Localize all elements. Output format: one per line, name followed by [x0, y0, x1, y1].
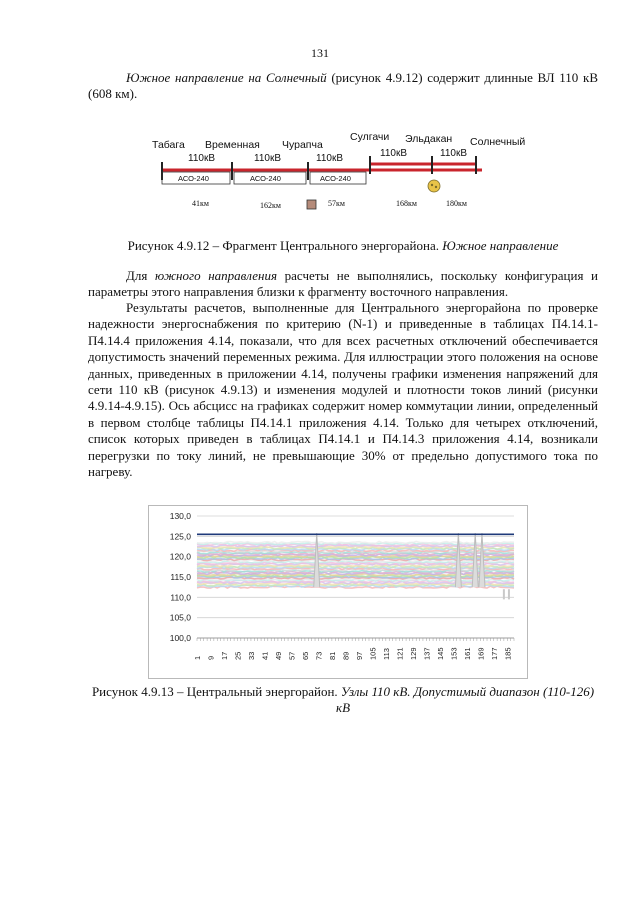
southern-direction-scheme	[150, 130, 560, 222]
figure-13-caption-italic: Узлы 110 кВ. Допустимый диапазон (110-126) кВ	[335, 684, 595, 715]
station-0: Табага	[152, 139, 185, 151]
distance-4: 180км	[446, 199, 467, 208]
wire-2: АСО-240	[320, 174, 351, 183]
x-tick-label: 97	[354, 651, 364, 660]
south-lead: Для	[126, 268, 155, 283]
x-tick-label: 41	[260, 651, 270, 660]
wire-1: АСО-240	[250, 174, 281, 183]
y-tick-label: 100,0	[169, 633, 191, 643]
x-tick-label: 145	[435, 647, 445, 660]
x-tick-label: 121	[395, 647, 405, 660]
x-tick-label: 153	[449, 647, 459, 660]
x-tick-label: 177	[489, 647, 499, 660]
x-tick-label: 65	[300, 651, 310, 660]
x-tick-label: 137	[422, 647, 432, 660]
x-tick-label: 73	[314, 651, 324, 660]
voltage-0: 110кВ	[188, 153, 215, 164]
voltage-chart	[149, 506, 527, 678]
voltage-3: 110кВ	[380, 148, 407, 159]
voltage-2: 110кВ	[316, 153, 343, 164]
figure-13-caption	[88, 684, 598, 716]
distance-0: 41км	[192, 199, 209, 208]
voltage-chart-frame	[148, 505, 528, 679]
y-tick-label: 125,0	[169, 531, 191, 542]
x-tick-label: 113	[381, 648, 391, 660]
figure-12-caption	[88, 238, 598, 254]
south-rest: расчеты не выполнялись, поскольку конфигурация и параметры этого направления близки к фрагменту восточного направления.	[88, 268, 598, 300]
station-1: Временная	[205, 139, 260, 151]
x-tick-label: 129	[408, 647, 418, 660]
x-tick-label: 17	[219, 651, 229, 660]
x-tick-label: 25	[233, 651, 243, 660]
distance-2: 57км	[328, 199, 345, 208]
y-tick-label: 105,0	[169, 612, 191, 623]
intro-text: (рисунок 4.9.12) содержит длинные ВЛ 110 кВ (608 км).	[88, 70, 598, 102]
series-line	[197, 541, 514, 543]
south-italic: южного направления	[154, 268, 278, 283]
wire-0: АСО-240	[178, 174, 209, 183]
x-tick-label: 169	[476, 647, 486, 660]
x-tick-label: 57	[287, 651, 297, 660]
station-3: Сулгачи	[350, 131, 390, 143]
figure-12-caption-regular: Рисунок 4.9.12 – Фрагмент Центрального энергорайона.	[127, 238, 443, 253]
distance-3: 168км	[396, 199, 417, 208]
south-paragraph	[88, 268, 598, 301]
y-tick-label: 130,0	[169, 511, 191, 521]
figure-13-caption-regular: Рисунок 4.9.13 – Центральный энергорайон.	[91, 684, 341, 699]
voltage-4: 110кВ	[440, 148, 467, 159]
x-tick-label: 105	[368, 647, 378, 660]
figure-12-caption-italic: Южное направление	[442, 238, 559, 253]
transformer-marker	[307, 200, 316, 209]
page-number: 131	[311, 46, 329, 60]
x-tick-label: 185	[503, 647, 513, 660]
intro-italic: Южное направление на Солнечный	[126, 70, 327, 85]
x-tick-label: 1	[193, 655, 202, 660]
station-2: Чурапча	[282, 139, 323, 151]
voltage-1: 110кВ	[254, 153, 281, 164]
x-tick-label: 161	[462, 647, 472, 660]
intro-paragraph	[88, 70, 598, 103]
y-tick-label: 115,0	[170, 572, 191, 582]
y-tick-label: 110,0	[170, 592, 191, 603]
x-tick-label: 81	[327, 651, 337, 660]
generator-symbol	[428, 180, 440, 192]
distance-1: 162км	[260, 201, 281, 210]
x-tick-label: 9	[206, 655, 216, 660]
station-5: Солнечный	[470, 136, 526, 148]
y-tick-label: 120,0	[169, 551, 191, 562]
x-tick-label: 49	[273, 651, 283, 660]
x-tick-label: 33	[246, 651, 256, 660]
results-paragraph: Результаты расчетов, выполненные для Центрального энергорайона по проверке надежности энергоснабжения по критерию (N-1) и приведенные в таблицах П4.14.1-П4.14.4 приложения 4.14, показали, что для всех расчетных отключений обеспечивается допустимость значений переменных режима. Для иллюстрации этого положения на основе данных, приведенных в приложении 4.14, получены графики изменения напряжений для сети 110 кВ (рисунок 4.9.13) и изменения модулей и плотности токов линий (рисунки 4.9.14-4.9.15). Ось абсцисс на графиках содержит номер коммутации линии, определенный в первом столбце таблицы П4.14.1 приложения 4.14. Только для четырех отключений, список которых приведен в таблицах П4.14.1 и П4.14.3 приложения 4.14, возникали перегрузки по току линий, не превышающие 30% от предельно допустимого тока по нагреву.	[88, 300, 598, 480]
station-4: Эльдакан	[405, 133, 453, 145]
x-tick-label: 89	[341, 651, 351, 660]
